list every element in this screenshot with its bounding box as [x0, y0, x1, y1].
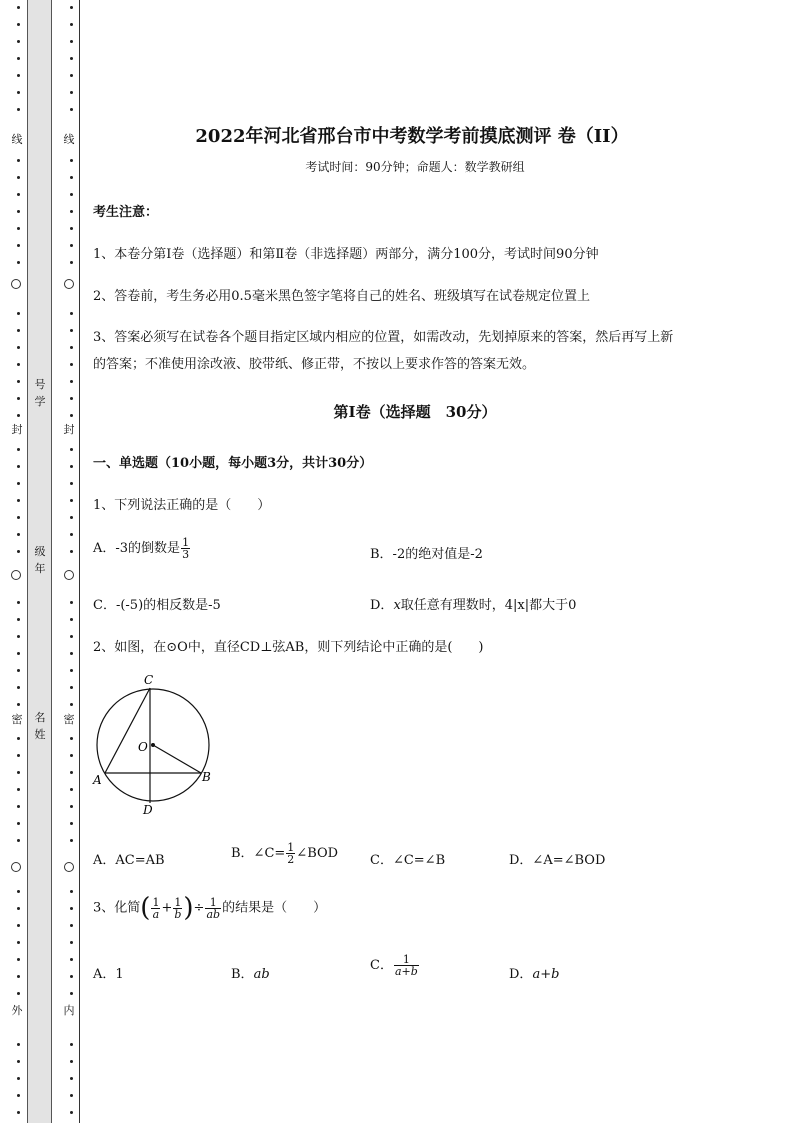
binding-dot: [70, 601, 73, 604]
outer-mark-xian: 线: [11, 133, 23, 146]
notice-heading: 考生注意：: [93, 205, 159, 220]
binding-dot: [70, 1077, 73, 1080]
q3-option-b: B．ab: [231, 967, 270, 982]
binding-dot: [17, 958, 20, 961]
binding-dot: [17, 652, 20, 655]
binding-dot: [70, 737, 73, 740]
binding-dot: [70, 703, 73, 706]
binding-dot: [17, 74, 20, 77]
outer-circle-mark: [11, 862, 21, 872]
outer-mark-mi: 密: [11, 713, 23, 726]
binding-dot: [70, 380, 73, 383]
binding-dot: [70, 907, 73, 910]
binding-dot: [70, 822, 73, 825]
label-d: D: [143, 803, 153, 817]
binding-dot: [70, 924, 73, 927]
binding-dot: [17, 890, 20, 893]
inner-mark-feng: 封: [63, 423, 75, 436]
binding-dot: [17, 754, 20, 757]
binding-dot: [70, 57, 73, 60]
binding-dot: [70, 754, 73, 757]
q3-option-d: D．a+b: [509, 967, 560, 982]
binding-dot: [17, 975, 20, 978]
binding-dot: [70, 363, 73, 366]
binding-dot: [17, 1043, 20, 1046]
binding-dot: [17, 193, 20, 196]
binding-dot: [70, 210, 73, 213]
binding-dot: [70, 975, 73, 978]
binding-dot: [70, 244, 73, 247]
binding-dot: [17, 788, 20, 791]
binding-dot: [17, 1111, 20, 1114]
binding-dot: [17, 40, 20, 43]
q3-option-c: C． $\frac{1}{a+b}$: [370, 953, 418, 978]
notice-item-1: 1、本卷分第I卷（选择题）和第Ⅱ卷（非选择题）两部分，满分100分，考试时间90分钟: [93, 247, 599, 262]
q2-stem: 2、如图，在⊙O中，直径CD⊥弦AB，则下列结论中正确的是( ): [93, 640, 484, 655]
binding-dot: [17, 550, 20, 553]
binding-dot: [17, 499, 20, 502]
notice-item-2: 2、答卷前，考生务必用0.5毫米黑色签字笔将自己的姓名、班级填写在试卷规定位置上: [93, 289, 590, 304]
binding-dot: [17, 516, 20, 519]
inner-mark-nei: 内: [63, 1004, 75, 1017]
binding-dot: [17, 312, 20, 315]
field-class-label: 级 年: [34, 545, 46, 575]
inner-circle-mark: [64, 570, 74, 580]
binding-dot: [70, 6, 73, 9]
binding-dot: [17, 448, 20, 451]
page-title: 2022年河北省邢台市中考数学考前摸底测评 卷（II）: [195, 126, 629, 147]
binding-dot: [17, 363, 20, 366]
q3-stem: 3、化简( $\frac{1}{a}$ + $\frac{1}{b}$ )÷ $\frac{1}{ab}$ 的结果是（ ）: [93, 893, 327, 923]
binding-dot: [17, 1077, 20, 1080]
binding-dot: [17, 176, 20, 179]
label-a: A: [93, 773, 102, 787]
binding-dot: [17, 227, 20, 230]
outer-circle-mark: [11, 279, 21, 289]
binding-dot: [17, 703, 20, 706]
binding-dot: [70, 550, 73, 553]
binding-dot: [70, 992, 73, 995]
binding-dot: [70, 516, 73, 519]
binding-dot: [17, 907, 20, 910]
binding-dot: [70, 958, 73, 961]
binding-dot: [70, 108, 73, 111]
q2-option-b: B．∠C= $\frac{1}{2}$ ∠BOD: [231, 841, 339, 866]
field-name-label: 名 姓: [34, 711, 46, 741]
binding-dot: [70, 397, 73, 400]
binding-dot: [70, 669, 73, 672]
q2-circle-figure: [88, 670, 218, 820]
q1-option-b: B．-2的绝对值是-2: [370, 547, 483, 562]
binding-dot: [17, 737, 20, 740]
binding-dot: [70, 91, 73, 94]
binding-dot: [70, 1043, 73, 1046]
binding-dot: [17, 380, 20, 383]
binding-dot: [17, 805, 20, 808]
binding-dot: [17, 669, 20, 672]
binding-dot: [17, 686, 20, 689]
part-heading: 一、单选题（10小题，每小题3分，共计30分）: [93, 456, 373, 471]
binding-dot: [70, 74, 73, 77]
binding-dot: [17, 210, 20, 213]
binding-dot: [17, 1060, 20, 1063]
binding-dot: [70, 227, 73, 230]
binding-dot: [17, 244, 20, 247]
binding-dot: [70, 1060, 73, 1063]
page-subtitle: 考试时间：90分钟；命题人：数学教研组: [305, 160, 525, 174]
binding-dot: [70, 465, 73, 468]
segment-ob: [153, 745, 201, 773]
q1-option-c: C．-(-5)的相反数是-5: [93, 598, 221, 613]
inner-mark-xian: 线: [63, 133, 75, 146]
binding-dot: [17, 465, 20, 468]
segment-ac: [105, 688, 150, 773]
binding-dot: [17, 618, 20, 621]
binding-dot: [70, 482, 73, 485]
binding-dot: [17, 91, 20, 94]
binding-dot: [70, 941, 73, 944]
binding-dot: [17, 329, 20, 332]
binding-dot: [70, 533, 73, 536]
notice-item-3: 3、答案必须写在试卷各个题目指定区域内相应的位置，如需改动，先划掉原来的答案，然后再写上新: [93, 330, 674, 345]
binding-dot: [70, 40, 73, 43]
binding-dot: [17, 533, 20, 536]
binding-dot: [17, 482, 20, 485]
binding-dot: [70, 618, 73, 621]
binding-dot: [70, 448, 73, 451]
notice-item-3-cont: 的答案；不准使用涂改液、胶带纸、修正带，不按以上要求作答的答案无效。: [93, 357, 536, 372]
binding-dot: [17, 261, 20, 264]
label-o: O: [138, 740, 148, 754]
binding-dot: [17, 924, 20, 927]
q2-option-a: A．AC=AB: [93, 853, 165, 868]
label-b: B: [202, 770, 211, 784]
binding-dot: [70, 176, 73, 179]
q1-option-a: A．-3的倒数是 $\frac{1}{3}$: [93, 536, 190, 561]
binding-dot: [70, 788, 73, 791]
binding-dot: [17, 822, 20, 825]
binding-dot: [17, 992, 20, 995]
inner-mark-mi: 密: [63, 713, 75, 726]
binding-dot: [70, 23, 73, 26]
binding-dot: [17, 1094, 20, 1097]
binding-dot: [17, 6, 20, 9]
inner-circle-mark: [64, 862, 74, 872]
binding-dot: [17, 108, 20, 111]
binding-dot: [70, 1094, 73, 1097]
binding-dot: [70, 1111, 73, 1114]
outer-circle-mark: [11, 570, 21, 580]
q1-stem: 1、下列说法正确的是（ ）: [93, 498, 271, 513]
binding-dot: [70, 312, 73, 315]
center-point-o: [151, 743, 155, 747]
q2-option-d: D．∠A=∠BOD: [509, 853, 606, 868]
binding-dot: [70, 346, 73, 349]
binding-dot: [17, 839, 20, 842]
binding-dot: [17, 941, 20, 944]
binding-dot: [70, 805, 73, 808]
q1-option-d: D．x取任意有理数时，4|x|都大于0: [370, 598, 577, 613]
binding-dot: [70, 890, 73, 893]
inner-circle-mark: [64, 279, 74, 289]
label-c: C: [144, 673, 154, 687]
binding-dot: [17, 346, 20, 349]
binding-dot: [70, 329, 73, 332]
binding-dot: [17, 397, 20, 400]
binding-dot: [17, 57, 20, 60]
binding-dot: [17, 601, 20, 604]
section-title: 第I卷（选择题 30分）: [333, 403, 497, 421]
outer-mark-wai: 外: [11, 1004, 23, 1017]
binding-dot: [17, 771, 20, 774]
binding-dot: [70, 839, 73, 842]
binding-dot: [17, 635, 20, 638]
binding-dot: [70, 261, 73, 264]
binding-dot: [70, 771, 73, 774]
binding-dot: [70, 686, 73, 689]
binding-dot: [70, 652, 73, 655]
field-student-id-label: 号 学: [34, 378, 46, 408]
q3-option-a: A．1: [93, 967, 124, 982]
q2-option-c: C．∠C=∠B: [370, 853, 446, 868]
binding-dot: [70, 499, 73, 502]
binding-dot: [70, 635, 73, 638]
outer-mark-feng: 封: [11, 423, 23, 436]
binding-dot: [70, 193, 73, 196]
binding-dot: [17, 23, 20, 26]
